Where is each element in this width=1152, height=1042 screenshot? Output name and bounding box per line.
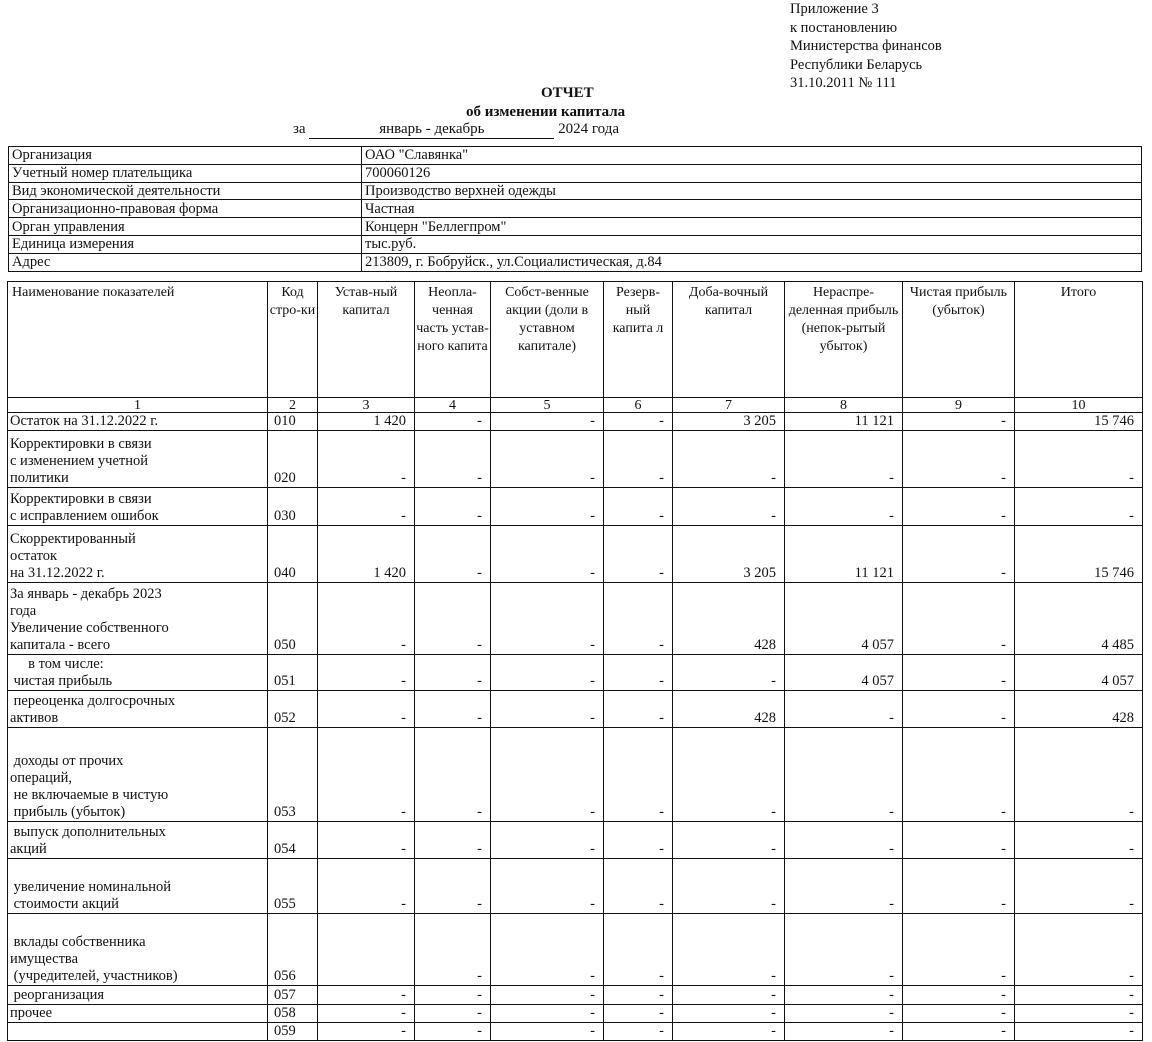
row-code: 058 [268, 1005, 318, 1023]
row-code: 052 [268, 691, 318, 728]
row-code: 020 [268, 431, 318, 488]
row-value: - [673, 1023, 785, 1041]
appendix-line: Министерства финансов [790, 38, 942, 55]
row-value: - [1015, 488, 1143, 526]
row-value: 1 420 [318, 526, 415, 583]
row-code: 053 [268, 728, 318, 822]
row-value: - [903, 1005, 1015, 1023]
row-label-line: не включаемые в чистую [10, 787, 169, 803]
org-info-row [9, 200, 1142, 218]
row-value: - [491, 986, 604, 1005]
row-value: - [491, 914, 604, 986]
row-code: 056 [268, 914, 318, 986]
row-value: - [491, 488, 604, 526]
row-value: - [903, 583, 1015, 655]
column-number: 1 [8, 398, 268, 413]
row-value: - [491, 526, 604, 583]
column-header: Наименование показателей [8, 282, 268, 398]
row-label-line: на 31.12.2022 г. [10, 565, 105, 581]
row-value [318, 914, 415, 986]
table-row [8, 691, 1143, 728]
org-info-row [9, 182, 1142, 200]
row-value: - [604, 986, 673, 1005]
row-value: - [785, 859, 903, 914]
row-label-line: Корректировки в связи [10, 436, 152, 452]
org-info-value: 700060126 [362, 164, 1142, 182]
row-value: - [673, 822, 785, 859]
row-label-line: Увеличение собственного [10, 620, 169, 636]
period-months: январь - декабрь [309, 121, 554, 139]
org-info-value: 213809, г. Бобруйск., ул.Социалистическая, д.84 [362, 253, 1142, 271]
row-value: - [318, 488, 415, 526]
row-value: - [604, 526, 673, 583]
row-value: - [318, 859, 415, 914]
row-label-line: акций [10, 841, 47, 857]
table-row [8, 413, 1143, 431]
row-label-line: прочее [10, 1005, 53, 1021]
column-header: Неопла-ченная часть устав-ного капита [415, 282, 491, 398]
row-label-line: имущества [10, 951, 79, 967]
row-label-line: вклады собственника [10, 934, 146, 950]
row-value: - [491, 691, 604, 728]
org-info-label: Единица измерения [9, 235, 362, 253]
table-row [8, 822, 1143, 859]
row-value: - [415, 986, 491, 1005]
table-row [8, 728, 1143, 822]
row-label [8, 859, 268, 914]
row-value: - [318, 986, 415, 1005]
appendix-note [790, 0, 1130, 93]
row-value: - [415, 526, 491, 583]
row-value: - [491, 822, 604, 859]
row-label [8, 431, 268, 488]
row-value: - [785, 1005, 903, 1023]
row-value: - [318, 691, 415, 728]
row-value: - [673, 986, 785, 1005]
row-value: - [903, 859, 1015, 914]
row-value: 4 057 [785, 583, 903, 655]
column-number: 5 [491, 398, 604, 413]
row-label-line: стоимости акций [10, 896, 119, 912]
row-value: - [318, 1005, 415, 1023]
column-number: 3 [318, 398, 415, 413]
row-label-line: прибыль (убыток) [10, 804, 126, 820]
row-value: - [1015, 1005, 1143, 1023]
table-row [8, 859, 1143, 914]
row-label-line: Остаток на 31.12.2022 г. [10, 413, 159, 429]
row-code: 050 [268, 583, 318, 655]
row-value: - [785, 1023, 903, 1041]
row-value: - [785, 488, 903, 526]
org-info-row [9, 147, 1142, 165]
row-value: - [415, 822, 491, 859]
row-value: - [604, 413, 673, 431]
org-info-row [9, 235, 1142, 253]
report-period [293, 121, 619, 139]
row-value: - [1015, 1023, 1143, 1041]
row-label-line: активов [10, 710, 59, 726]
row-code: 030 [268, 488, 318, 526]
column-number: 6 [604, 398, 673, 413]
row-value: - [415, 413, 491, 431]
row-code: 040 [268, 526, 318, 583]
row-value: - [903, 431, 1015, 488]
table-row [8, 1005, 1143, 1023]
report-subtitle-text: об изменении капитала [466, 104, 626, 120]
row-label-line: реорганизация [10, 987, 105, 1003]
row-value: - [1015, 914, 1143, 986]
row-value: - [415, 583, 491, 655]
org-info-value: тыс.руб. [362, 235, 1142, 253]
row-label [8, 728, 268, 822]
row-value: 428 [673, 583, 785, 655]
table-row [8, 583, 1143, 655]
org-info-label: Вид экономической деятельности [9, 182, 362, 200]
row-value: - [415, 859, 491, 914]
column-header: Доба-вочный капитал [673, 282, 785, 398]
appendix-line: к постановлению [790, 19, 898, 36]
column-header: Код стро-ки [268, 282, 318, 398]
row-label [8, 822, 268, 859]
row-value: - [491, 859, 604, 914]
row-value: - [604, 583, 673, 655]
org-info-value: Частная [362, 200, 1142, 218]
row-value: - [491, 583, 604, 655]
row-value: - [318, 583, 415, 655]
row-value: 4 057 [1015, 655, 1143, 691]
row-label [8, 914, 268, 986]
org-info-label: Орган управления [9, 218, 362, 236]
appendix-line: Приложение 3 [790, 1, 879, 17]
row-value: - [604, 859, 673, 914]
column-number: 4 [415, 398, 491, 413]
org-info-row [9, 164, 1142, 182]
row-value: - [318, 431, 415, 488]
row-value: - [604, 1005, 673, 1023]
org-info-row [9, 253, 1142, 271]
org-info-value: Концерн "Беллегпром" [362, 218, 1142, 236]
row-label [8, 691, 268, 728]
row-value: - [673, 914, 785, 986]
row-value: - [415, 1023, 491, 1041]
row-value: - [415, 728, 491, 822]
row-value: - [318, 1023, 415, 1041]
row-value: 11 121 [785, 413, 903, 431]
row-label-line: выпуск дополнительных [10, 824, 166, 840]
row-code: 055 [268, 859, 318, 914]
table-header-row [8, 282, 1143, 398]
table-row [8, 914, 1143, 986]
row-value: - [903, 986, 1015, 1005]
org-info-label: Учетный номер плательщика [9, 164, 362, 182]
row-value: - [318, 655, 415, 691]
row-label-line: в том числе: [10, 656, 104, 672]
row-value: 3 205 [673, 526, 785, 583]
capital-changes-table [7, 281, 1143, 1041]
row-code: 059 [268, 1023, 318, 1041]
row-value: - [491, 1023, 604, 1041]
row-label-line: операций, [10, 770, 73, 786]
org-info-label: Организационно-правовая форма [9, 200, 362, 218]
report-title-text: ОТЧЕТ [541, 85, 594, 101]
row-value: - [491, 431, 604, 488]
row-label [8, 986, 268, 1005]
appendix-line: 31.10.2011 № 111 [790, 75, 897, 92]
row-label-line: доходы от прочих [10, 753, 124, 769]
row-value: - [604, 431, 673, 488]
column-header: Нераспре-деленная прибыль (непок-рытый убыток) [785, 282, 903, 398]
row-label-line: Скорректированный [10, 531, 136, 547]
row-value: - [1015, 986, 1143, 1005]
row-label [8, 526, 268, 583]
org-info-label: Адрес [9, 253, 362, 271]
row-label [8, 488, 268, 526]
row-value: - [491, 728, 604, 822]
row-value: - [491, 1005, 604, 1023]
row-value: - [903, 413, 1015, 431]
column-number: 10 [1015, 398, 1143, 413]
row-label-line: капитала - всего [10, 637, 111, 653]
table-row [8, 986, 1143, 1005]
row-label-line: с исправлением ошибок [10, 508, 159, 524]
row-value: - [318, 822, 415, 859]
row-value: - [604, 488, 673, 526]
row-value: - [491, 413, 604, 431]
row-value: 11 121 [785, 526, 903, 583]
column-header: Чистая прибыль (убыток) [903, 282, 1015, 398]
row-label [8, 1005, 268, 1023]
row-value: 428 [673, 691, 785, 728]
row-value: - [673, 431, 785, 488]
table-row [8, 655, 1143, 691]
row-label-line: За январь - декабрь 2023 [10, 586, 162, 602]
row-value: - [673, 859, 785, 914]
row-value: - [903, 526, 1015, 583]
org-info-value: ОАО "Славянка" [362, 147, 1142, 165]
row-value: - [604, 822, 673, 859]
row-label-line: переоценка долгосрочных [10, 693, 176, 709]
column-header: Устав-ный капитал [318, 282, 415, 398]
column-header: Собст-венные акции (доли в уставном капитале) [491, 282, 604, 398]
column-number-row [8, 398, 1143, 413]
row-value: - [604, 1023, 673, 1041]
row-label-line: политики [10, 470, 69, 486]
column-number: 9 [903, 398, 1015, 413]
row-value: 3 205 [673, 413, 785, 431]
column-number: 8 [785, 398, 903, 413]
row-label [8, 583, 268, 655]
row-value: - [604, 655, 673, 691]
table-row [8, 1023, 1143, 1041]
row-value: - [1015, 822, 1143, 859]
row-value: - [415, 431, 491, 488]
row-value: - [785, 691, 903, 728]
row-code: 054 [268, 822, 318, 859]
row-value: - [785, 986, 903, 1005]
column-number: 7 [673, 398, 785, 413]
period-year: 2024 года [558, 121, 619, 137]
row-value: - [1015, 431, 1143, 488]
row-label-line: остаток [10, 548, 58, 564]
row-label [8, 1023, 268, 1041]
row-label-line: Корректировки в связи [10, 491, 152, 507]
row-value: - [903, 488, 1015, 526]
period-prefix: за [293, 121, 306, 137]
row-value: - [903, 728, 1015, 822]
row-value: - [318, 728, 415, 822]
row-code: 057 [268, 986, 318, 1005]
row-value: - [415, 914, 491, 986]
row-value: - [903, 914, 1015, 986]
row-value: 1 420 [318, 413, 415, 431]
row-value: - [415, 488, 491, 526]
row-value: - [903, 1023, 1015, 1041]
organization-info-table [8, 146, 1142, 272]
row-value: - [415, 655, 491, 691]
row-value: - [785, 822, 903, 859]
row-value: - [415, 1005, 491, 1023]
row-value: - [673, 1005, 785, 1023]
row-label-line: увеличение номинальной [10, 879, 171, 895]
org-info-row [9, 218, 1142, 236]
row-value: - [415, 691, 491, 728]
column-header: Итого [1015, 282, 1143, 398]
row-label-line: (учредителей, участников) [10, 968, 178, 984]
row-value: 15 746 [1015, 413, 1143, 431]
row-code: 051 [268, 655, 318, 691]
row-value: - [604, 914, 673, 986]
row-value: - [785, 728, 903, 822]
row-value: 4 057 [785, 655, 903, 691]
row-value: - [491, 655, 604, 691]
row-value: - [1015, 859, 1143, 914]
row-value: - [785, 914, 903, 986]
column-number: 2 [268, 398, 318, 413]
table-row [8, 488, 1143, 526]
appendix-line: Республики Беларусь [790, 56, 923, 73]
row-label [8, 655, 268, 691]
row-value: - [903, 822, 1015, 859]
row-label [8, 413, 268, 431]
org-info-value: Производство верхней одежды [362, 182, 1142, 200]
row-value: - [604, 691, 673, 728]
row-value: - [673, 655, 785, 691]
table-row [8, 526, 1143, 583]
org-info-label: Организация [9, 147, 362, 165]
row-label-line: года [10, 603, 37, 619]
row-code: 010 [268, 413, 318, 431]
row-value: - [903, 691, 1015, 728]
row-value: 15 746 [1015, 526, 1143, 583]
row-value: - [1015, 728, 1143, 822]
row-value: - [903, 655, 1015, 691]
row-label-line: с изменением учетной [10, 453, 148, 469]
row-value: 428 [1015, 691, 1143, 728]
row-value: - [673, 728, 785, 822]
row-value: - [673, 488, 785, 526]
row-value: - [785, 431, 903, 488]
row-label-line: чистая прибыль [10, 673, 113, 689]
row-value: - [604, 728, 673, 822]
column-header: Резерв-ный капита л [604, 282, 673, 398]
row-value: 4 485 [1015, 583, 1143, 655]
table-row [8, 431, 1143, 488]
